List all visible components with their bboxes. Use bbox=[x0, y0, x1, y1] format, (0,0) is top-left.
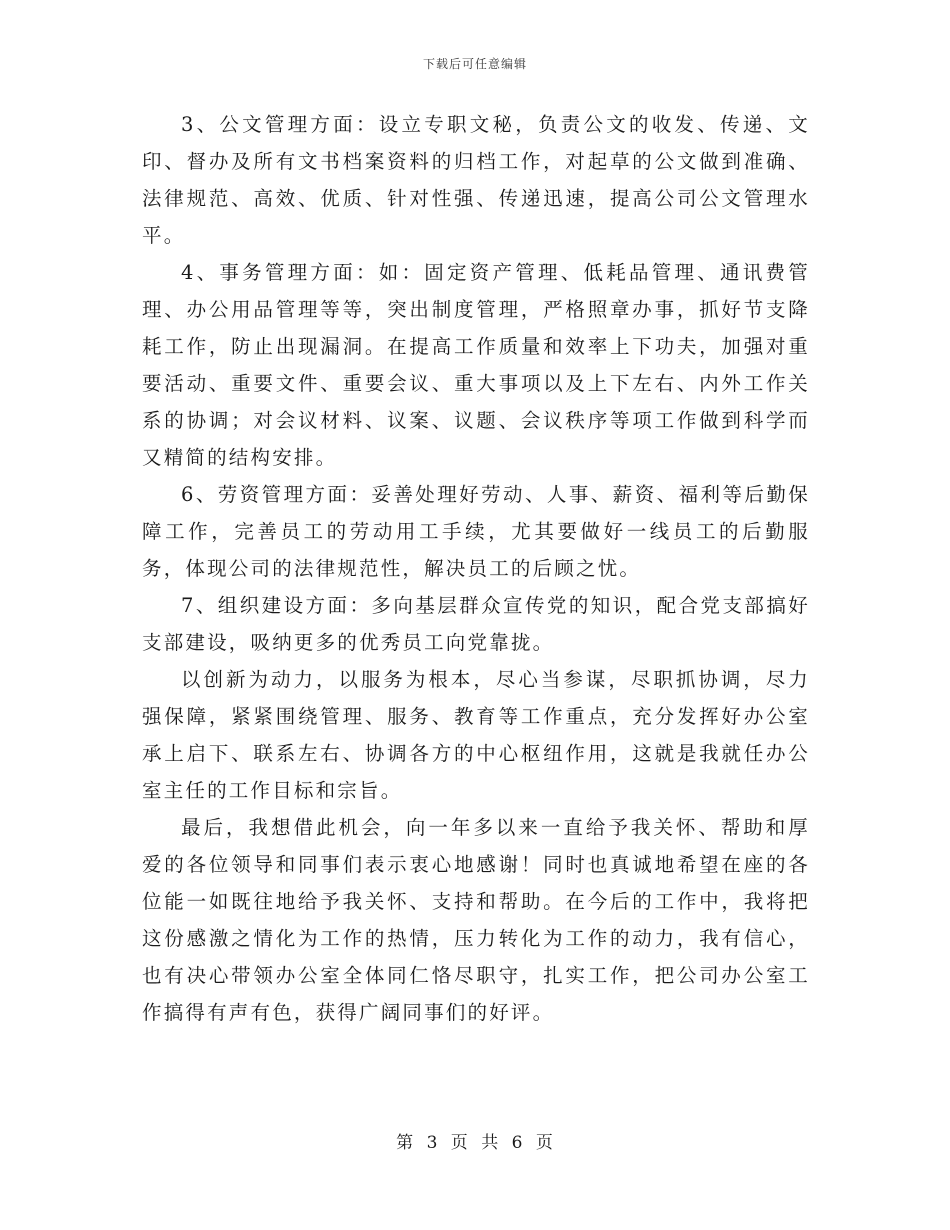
document-body bbox=[142, 106, 810, 1031]
paragraph-organization-building: 7、组织建设方面：多向基层群众宣传党的知识，配合党支部搞好支部建设，吸纳更多的优秀员工向党靠拢。 bbox=[142, 594, 810, 654]
paragraph-labor-management: 6、劳资管理方面：妥善处理好劳动、人事、薪资、福利等后勤保障工作，完善员工的劳动用工手续，尤其要做好一线员工的后勤服务，体现公司的法律规范性，解决员工的后顾之忧。 bbox=[142, 483, 810, 580]
page-header: 下载后可任意编辑 bbox=[422, 57, 527, 71]
paragraph-closing-thanks: 最后，我想借此机会，向一年多以来一直给予我关怀、帮助和厚爱的各位领导和同事们表示衷心地感谢！同时也真诚地希望在座的各位能一如既往地给予我关怀、支持和帮助。在今后的工作中，我将把这份感激之情化为工作的热情，压力转化为工作的动力，我有信心，也有决心带领办公室全体同仁恪尽职守，扎实工作，把公司办公室工作搞得有声有色，获得广阔同事们的好评。 bbox=[142, 816, 810, 1024]
paragraph-affairs-management: 4、事务管理方面：如：固定资产管理、低耗品管理、通讯费管理、办公用品管理等等，突出制度管理，严格照章办事，抓好节支降耗工作，防止出现漏洞。在提高工作质量和效率上下功夫，加强对重要活动、重要文件、重要会议、重大事项以及上下左右、内外工作关系的协调；对会议材料、议案、议题、会议秩序等项工作做到科学而又精简的结构安排。 bbox=[142, 261, 810, 469]
paragraph-document-management: 3、公文管理方面：设立专职文秘，负责公文的收发、传递、文印、督办及所有文书档案资料的归档工作，对起草的公文做到准确、法律规范、高效、优质、针对性强、传递迅速，提高公司公文管理水平。 bbox=[142, 113, 810, 247]
paragraph-work-goals: 以创新为动力，以服务为根本，尽心当参谋，尽职抓协调，尽力强保障，紧紧围绕管理、服务、教育等工作重点，充分发挥好办公室承上启下、联系左右、协调各方的中心枢纽作用，这就是我就任办公室主任的工作目标和宗旨。 bbox=[142, 668, 810, 802]
page-number-footer: 第 3 页 共 6 页 bbox=[396, 1133, 554, 1153]
